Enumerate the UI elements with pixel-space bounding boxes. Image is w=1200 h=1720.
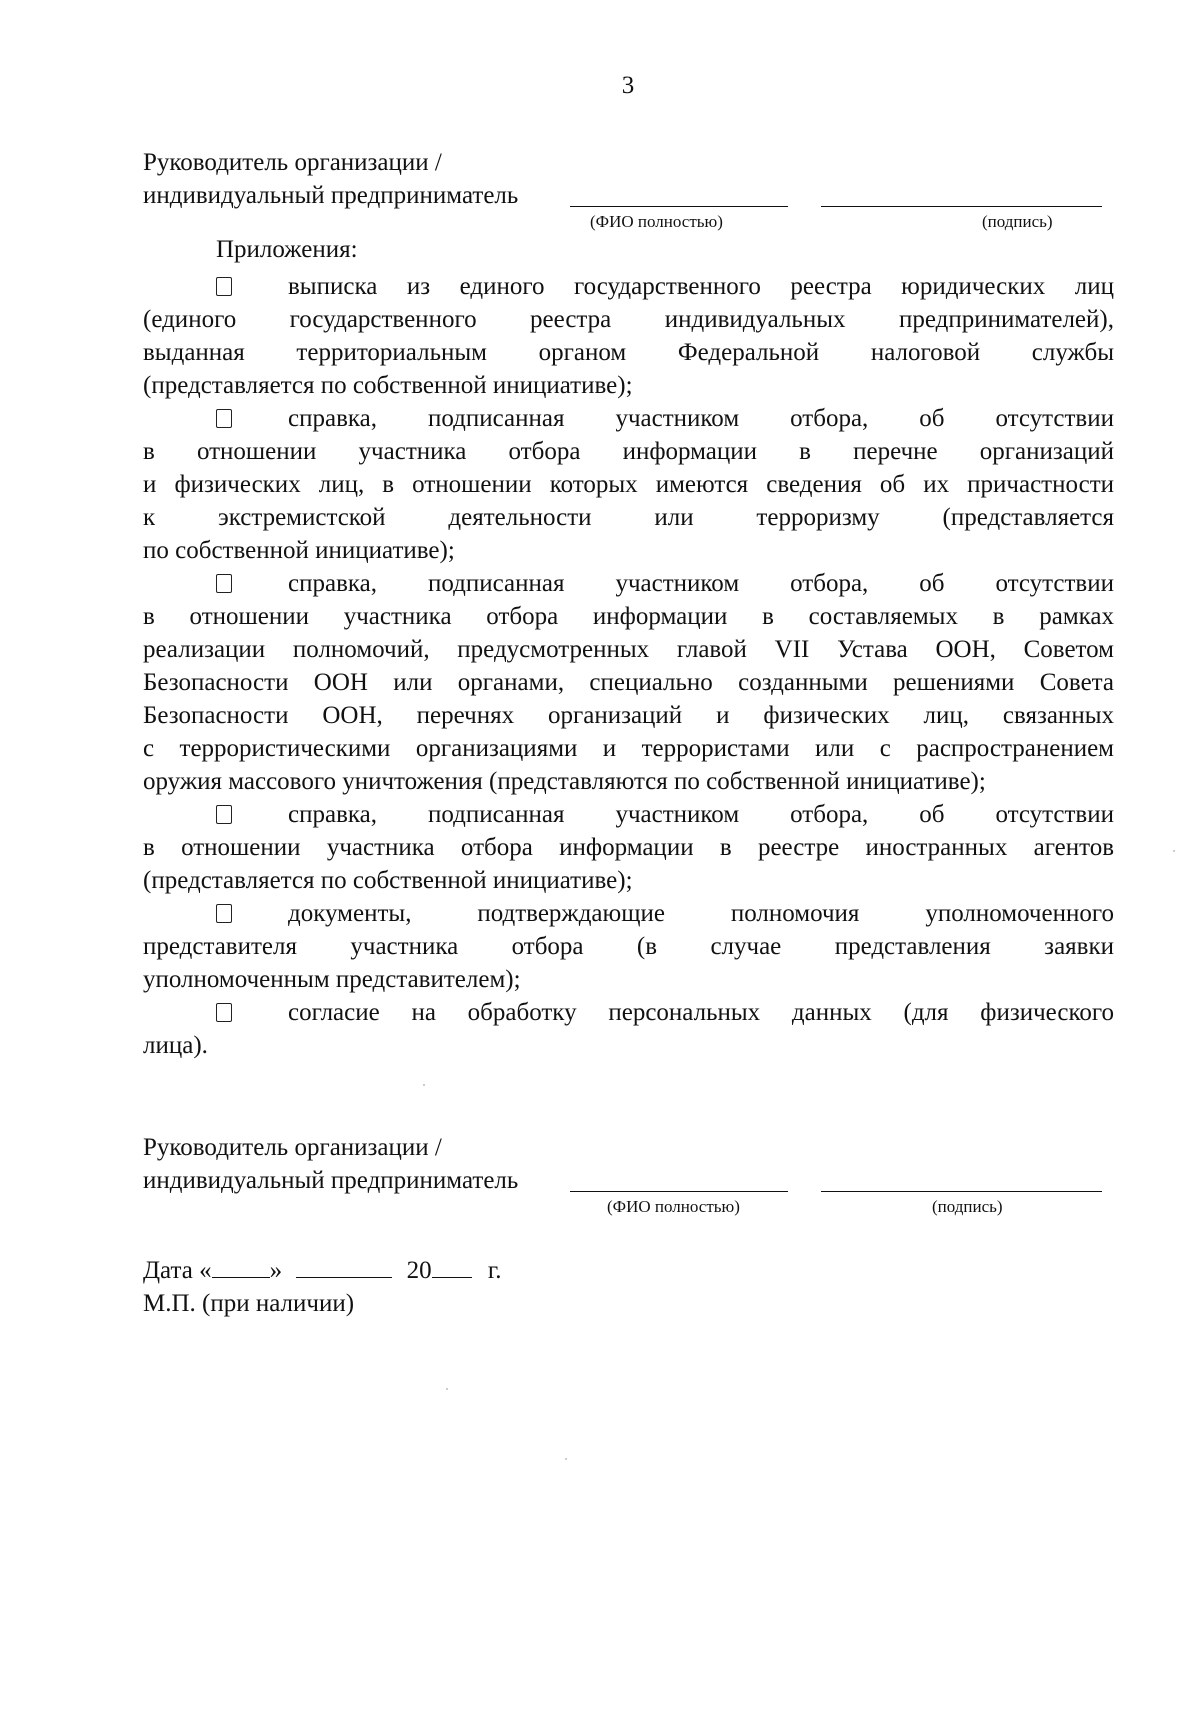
annex-item	[143, 897, 1114, 996]
annex-item-first-line	[143, 402, 1114, 435]
date-quote-close: »	[269, 1257, 283, 1284]
sign-caption: (подпись)	[932, 1197, 1003, 1216]
annex-item-line: Безопасности ООН или органами, специально созданными решениями Совета	[143, 669, 1114, 696]
page-number: 3	[621, 72, 635, 99]
annex-item-line: выданная территориальным органом Федеральной налоговой службы	[143, 339, 1114, 366]
date-prefix: Дата «	[143, 1257, 212, 1284]
scan-speck	[565, 1458, 567, 1460]
annex-item-text: документы, подтверждающие полномочия уполномоченного	[288, 900, 1114, 927]
signature-row	[143, 179, 1114, 212]
annex-item-line: представителя участника отбора (в случае представления заявки	[143, 933, 1114, 960]
annex-checkbox[interactable]	[216, 409, 232, 428]
annex-checkbox[interactable]	[216, 277, 232, 296]
annex-item-first-line	[143, 270, 1114, 303]
scan-speck	[1173, 850, 1175, 852]
annex-item-line: реализации полномочий, предусмотренных главой VII Устава ООН, Советом	[143, 636, 1114, 663]
date-line	[143, 1254, 1114, 1287]
annex-item-first-line	[143, 567, 1114, 600]
annex-item	[143, 270, 1114, 402]
stamp-note: М.П. (при наличии)	[143, 1290, 355, 1317]
annex-heading: Приложения:	[216, 236, 358, 263]
annex-item-line: уполномоченным представителем);	[143, 966, 521, 993]
annex-checkbox[interactable]	[216, 574, 232, 593]
annex-item-line: в отношении участника отбора информации в перечне организаций	[143, 438, 1114, 465]
annex-item-text: справка, подписанная участником отбора, об отсутствии	[288, 405, 1114, 432]
annex-item-line: (единого государственного реестра индивидуальных предпринимателей),	[143, 306, 1114, 333]
annex-item-line: (представляется по собственной инициативе);	[143, 867, 633, 894]
annex-item-text: выписка из единого государственного реестра юридических лиц	[288, 273, 1114, 300]
sign-caption: (подпись)	[982, 212, 1053, 231]
signature-role-line2: индивидуальный предприниматель	[143, 182, 519, 209]
signature-captions	[143, 1197, 1114, 1219]
annex-item-line: по собственной инициативе);	[143, 537, 455, 564]
annex-item-line: и физических лиц, в отношении которых имеются сведения об их причастности	[143, 471, 1114, 498]
annex-checkbox[interactable]	[216, 904, 232, 923]
annex-list	[143, 270, 1114, 1062]
annex-item-text: справка, подписанная участником отбора, об отсутствии	[288, 801, 1114, 828]
fio-caption: (ФИО полностью)	[590, 212, 723, 231]
date-block	[143, 1254, 1114, 1320]
signature-blank-line[interactable]	[821, 1191, 1102, 1192]
annex-item-line: Безопасности ООН, перечнях организаций и физических лиц, связанных	[143, 702, 1114, 729]
signature-role-line1: Руководитель организации /	[143, 149, 442, 176]
annex-item-line: к экстремистской деятельности или терроризму (представляется	[143, 504, 1114, 531]
signature-role-line2: индивидуальный предприниматель	[143, 1167, 519, 1194]
annex-item-first-line	[143, 996, 1114, 1029]
scan-speck	[423, 1084, 425, 1086]
annex-item-text: согласие на обработку персональных данных (для физического	[288, 999, 1114, 1026]
annex-item-text: справка, подписанная участником отбора, об отсутствии	[288, 570, 1114, 597]
annex-item-line: лица).	[143, 1032, 208, 1059]
signature-row	[143, 1164, 1114, 1197]
fio-caption: (ФИО полностью)	[607, 1197, 740, 1216]
annex-item-first-line	[143, 897, 1114, 930]
day-blank[interactable]	[212, 1255, 270, 1278]
annex-item	[143, 798, 1114, 897]
signature-role-line1: Руководитель организации /	[143, 1134, 442, 1161]
fio-blank-line[interactable]	[570, 1191, 788, 1192]
annex-item-line: (представляется по собственной инициативе);	[143, 372, 633, 399]
annex-item-line: оружия массового уничтожения (представляются по собственной инициативе);	[143, 768, 986, 795]
annex-item-line: в отношении участника отбора информации в реестре иностранных агентов	[143, 834, 1114, 861]
annex-checkbox[interactable]	[216, 1003, 232, 1022]
annex-item	[143, 996, 1114, 1062]
scan-speck	[446, 1388, 448, 1390]
signature-captions	[143, 212, 1114, 234]
date-century: 20	[406, 1257, 432, 1284]
fio-blank-line[interactable]	[570, 206, 788, 207]
annex-item	[143, 402, 1114, 567]
signature-block-bottom	[143, 1131, 1114, 1219]
signature-blank-line[interactable]	[821, 206, 1102, 207]
month-blank[interactable]	[296, 1255, 392, 1278]
signature-block-top	[143, 146, 1114, 234]
year-blank[interactable]	[432, 1255, 472, 1278]
date-year-suffix: г.	[487, 1257, 502, 1284]
annex-item-line: в отношении участника отбора информации в составляемых в рамках	[143, 603, 1114, 630]
annex-item	[143, 567, 1114, 798]
annex-checkbox[interactable]	[216, 805, 232, 824]
annex-item-line: с террористическими организациями и террористами или с распространением	[143, 735, 1114, 762]
annex-item-first-line	[143, 798, 1114, 831]
